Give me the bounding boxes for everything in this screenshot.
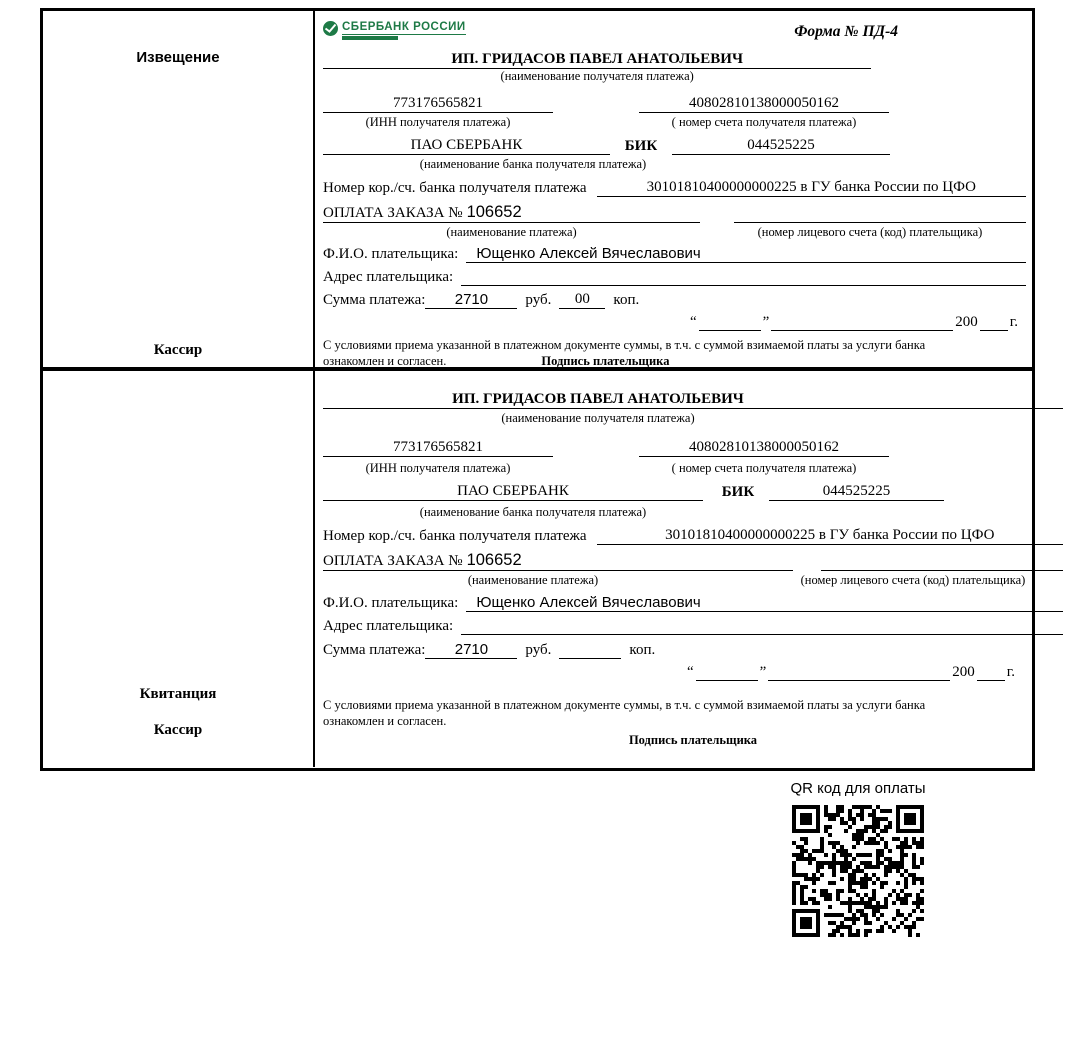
sberbank-logo-icon: [323, 21, 338, 36]
notice-cashier-label: Кассир: [153, 342, 203, 358]
payer-name-value: Ющенко Алексей Вячеславович: [466, 594, 1063, 612]
inn-caption: (ИНН получателя платежа): [365, 461, 511, 475]
bank-row: [323, 134, 1026, 155]
bank-name: ПАО СБЕРБАНК: [323, 137, 610, 155]
payer-name-row: [323, 591, 1063, 612]
purpose-caption: (наименование платежа): [467, 573, 599, 587]
year-prefix: 200: [955, 314, 978, 330]
receipt-body: [315, 371, 1069, 767]
account-caption: ( номер счета получателя платежа): [671, 461, 857, 475]
date-year-blank: [977, 680, 1005, 681]
payer-name-value: Ющенко Алексей Вячеславович: [466, 245, 1026, 263]
inn-value: 773176565821: [323, 439, 553, 457]
inn-account-row: [323, 436, 1063, 457]
rub-label: руб.: [525, 642, 552, 658]
payer-address-label: Адрес плательщика:: [323, 269, 454, 285]
qr-caption: QR код для оплаты: [790, 780, 926, 797]
sberbank-logo-tagline-strip: [342, 36, 398, 40]
bik-label: БИК: [721, 484, 755, 500]
amount-row: [323, 289, 1026, 309]
inn-account-row: [323, 92, 1026, 113]
amount-row: [323, 639, 1063, 659]
bik-value: 044525225: [769, 483, 944, 501]
personal-account-caption: (номер лицевого счета (код) плательщика): [800, 573, 1026, 587]
date-month-blank: [768, 680, 950, 681]
account-value: 40802810138000050162: [639, 95, 889, 113]
payer-address-row: [323, 615, 1063, 635]
account-caption: ( номер счета получателя платежа): [671, 115, 857, 129]
bank-row: [323, 480, 1063, 501]
bank-caption-row: [323, 155, 1026, 172]
recipient-row: [323, 47, 1026, 69]
close-quote: ”: [759, 664, 767, 680]
bank-caption-row: [323, 503, 1063, 520]
close-quote: ”: [762, 314, 770, 330]
amount-kop-value: 00: [559, 291, 605, 309]
corr-account-label: Номер кор./сч. банка получателя платежа: [323, 180, 587, 196]
year-prefix: 200: [952, 664, 975, 680]
inn-account-captions: [323, 113, 1026, 130]
date-day-blank: [696, 680, 758, 681]
payer-name-row: [323, 242, 1026, 263]
kop-label: коп.: [613, 292, 640, 308]
purpose-captions-row: [323, 571, 1063, 588]
payment-purpose-row: [323, 549, 1063, 571]
agreement-line1: С условиями приема указанной в платежном документе суммы, в т.ч. с суммой взимаемой платы за услуги банка: [323, 698, 926, 712]
payer-name-label: Ф.И.О. плательщика:: [323, 246, 459, 262]
recipient-name: ИП. ГРИДАСОВ ПАВЕЛ АНАТОЛЬЕВИЧ: [323, 391, 1063, 409]
amount-rub-value: 2710: [425, 641, 517, 659]
amount-kop-value: [559, 658, 621, 659]
personal-account-line: [734, 222, 1026, 223]
payment-purpose-value: 106652: [466, 203, 522, 221]
payment-purpose-row: [323, 201, 1026, 223]
receipt-left-column: [43, 371, 315, 767]
payment-purpose-prefix: ОПЛАТА ЗАКАЗА №: [323, 205, 463, 221]
corr-account-value: 30101810400000000225 в ГУ банка России по ЦФО: [597, 179, 1026, 197]
payer-address-row: [323, 266, 1026, 286]
corr-account-row: [323, 176, 1026, 197]
notice-header-row: [323, 21, 1026, 47]
year-suffix: г.: [1006, 664, 1015, 680]
account-value: 40802810138000050162: [639, 439, 889, 457]
inn-value: 773176565821: [323, 95, 553, 113]
receipt-section: [43, 371, 1032, 767]
payment-purpose-prefix: ОПЛАТА ЗАКАЗА №: [323, 553, 463, 569]
receipt-cashier-label: Кассир: [153, 722, 203, 738]
personal-account-line: [821, 570, 1063, 571]
payer-address-value: [461, 634, 1063, 635]
qr-payment-block: [782, 780, 934, 942]
payment-purpose: [323, 551, 793, 571]
purpose-caption: (наименование платежа): [446, 225, 577, 239]
amount-label: Сумма платежа:: [323, 292, 426, 308]
recipient-caption: (наименование получателя платежа): [500, 69, 694, 83]
receipt-title: Квитанция: [139, 686, 217, 702]
corr-account-label: Номер кор./сч. банка получателя платежа: [323, 528, 587, 544]
payment-form-pd4: [40, 8, 1035, 771]
purpose-captions-row: [323, 223, 1026, 240]
inn-caption: (ИНН получателя платежа): [365, 115, 511, 129]
recipient-name: ИП. ГРИДАСОВ ПАВЕЛ АНАТОЛЬЕВИЧ: [323, 51, 871, 69]
agreement-text: [323, 697, 1063, 748]
notice-title: Извещение: [136, 49, 220, 66]
signature-label: Подпись плательщика: [541, 354, 670, 369]
notice-left-column: [43, 11, 315, 367]
agreement-text: [323, 337, 1026, 370]
open-quote: “: [686, 664, 694, 680]
bank-caption: (наименование банка получателя платежа): [419, 157, 647, 171]
notice-body: [315, 11, 1032, 367]
open-quote: “: [689, 314, 697, 330]
payer-name-label: Ф.И.О. плательщика:: [323, 595, 459, 611]
recipient-caption: (наименование получателя платежа): [501, 411, 695, 425]
agreement-line2: ознакомлен и согласен.: [323, 714, 447, 729]
notice-section: [43, 11, 1032, 371]
bank-name: ПАО СБЕРБАНК: [323, 483, 703, 501]
sberbank-logo: [323, 21, 1026, 40]
payer-address-value: [461, 285, 1026, 286]
payment-purpose-value: 106652: [466, 551, 522, 569]
corr-account-value: 30101810400000000225 в ГУ банка России по ЦФО: [597, 527, 1063, 545]
rub-label: руб.: [525, 292, 552, 308]
form-number-label: Форма № ПД-4: [794, 23, 898, 40]
corr-account-row: [323, 524, 1063, 545]
agreement-line2: ознакомлен и согласен.: [323, 354, 447, 369]
date-day-blank: [699, 330, 761, 331]
amount-label: Сумма платежа:: [323, 642, 426, 658]
recipient-row: [323, 387, 1063, 409]
personal-account-caption: (номер лицевого счета (код) плательщика): [757, 225, 983, 239]
date-year-blank: [980, 330, 1008, 331]
kop-label: коп.: [629, 642, 656, 658]
inn-account-captions: [323, 459, 1063, 476]
sberbank-logo-text: СБЕРБАНК РОССИИ: [342, 21, 466, 33]
payment-purpose: [323, 203, 700, 223]
bik-label: БИК: [624, 138, 658, 154]
qr-code: [792, 805, 924, 937]
signature-label: Подпись плательщика: [628, 732, 758, 747]
date-month-blank: [771, 330, 953, 331]
date-row: [323, 311, 1026, 331]
agreement-line1: С условиями приема указанной в платежном документе суммы, в т.ч. с суммой взимаемой платы за услуги банка: [323, 338, 926, 352]
bank-caption: (наименование банка получателя платежа): [419, 505, 647, 519]
bik-value: 044525225: [672, 137, 890, 155]
amount-rub-value: 2710: [425, 291, 517, 309]
year-suffix: г.: [1009, 314, 1018, 330]
date-row: [323, 661, 1063, 681]
payer-address-label: Адрес плательщика:: [323, 618, 454, 634]
